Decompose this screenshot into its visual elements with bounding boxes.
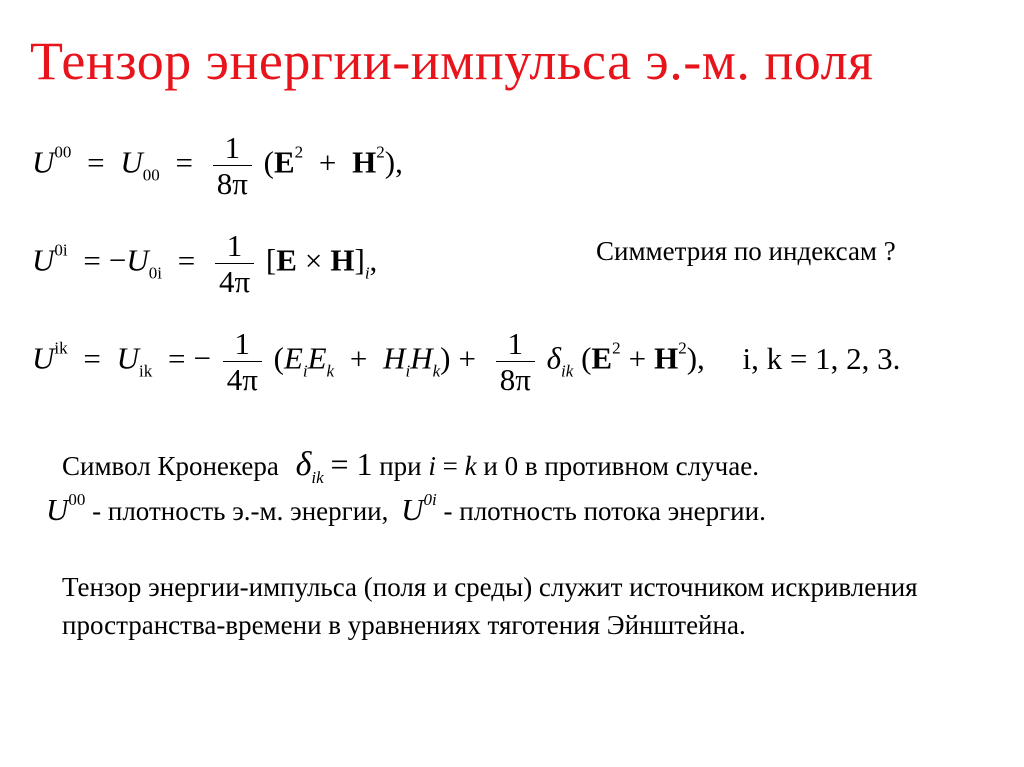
density-definitions: $U^{00}$ - плотность э.-м. энергии, $U^{0i}$ - плотность потока энергии. xyxy=(46,490,766,527)
kronecker-line: Символ Кронекера $\delta_{ik} = 1$ при i = k и 0 в противном случае. xyxy=(62,446,759,487)
equation-energy-flux: $U^{0i} = -U_{0i}$ = $\frac{1}{4\pi}$ $[E \times H]_i$, xyxy=(32,228,378,299)
fraction: $\frac{1}{8\pi}$ xyxy=(213,132,252,199)
einstein-paragraph: Тензор энергии-импульса (поля и среды) служит источником искривления пространства-времени в уравнениях тяготения Эйнштейна. xyxy=(62,572,918,640)
fraction: $\frac{1}{4\pi}$ xyxy=(223,328,262,395)
delta-symbol: δ xyxy=(295,446,312,483)
slide-title: Тензор энергии-импульса э.-м. поля xyxy=(30,31,874,91)
index-range: i, k = 1, 2, 3. xyxy=(742,340,901,376)
fraction: $\frac{1}{8\pi}$ xyxy=(496,328,535,395)
equation-stress-tensor: $U^{ik} = U_{ik}$ = − $\frac{1}{4\pi}$ $(E_iE_k + H_iH_k)$ + $\frac{1}{8\pi}$ $\delta_{ik}$ $(E^2 + H^2)$, i, k = 1, 2, 3. xyxy=(32,326,901,397)
equation-energy-density: $U^{00} = U_{00}$ = $\frac{1}{8\pi}$ $(E^2 + H^2)$, xyxy=(32,130,403,201)
fraction: $\frac{1}{4\pi}$ xyxy=(215,230,254,297)
symmetry-question: Симметрия по индексам ? xyxy=(596,236,896,266)
